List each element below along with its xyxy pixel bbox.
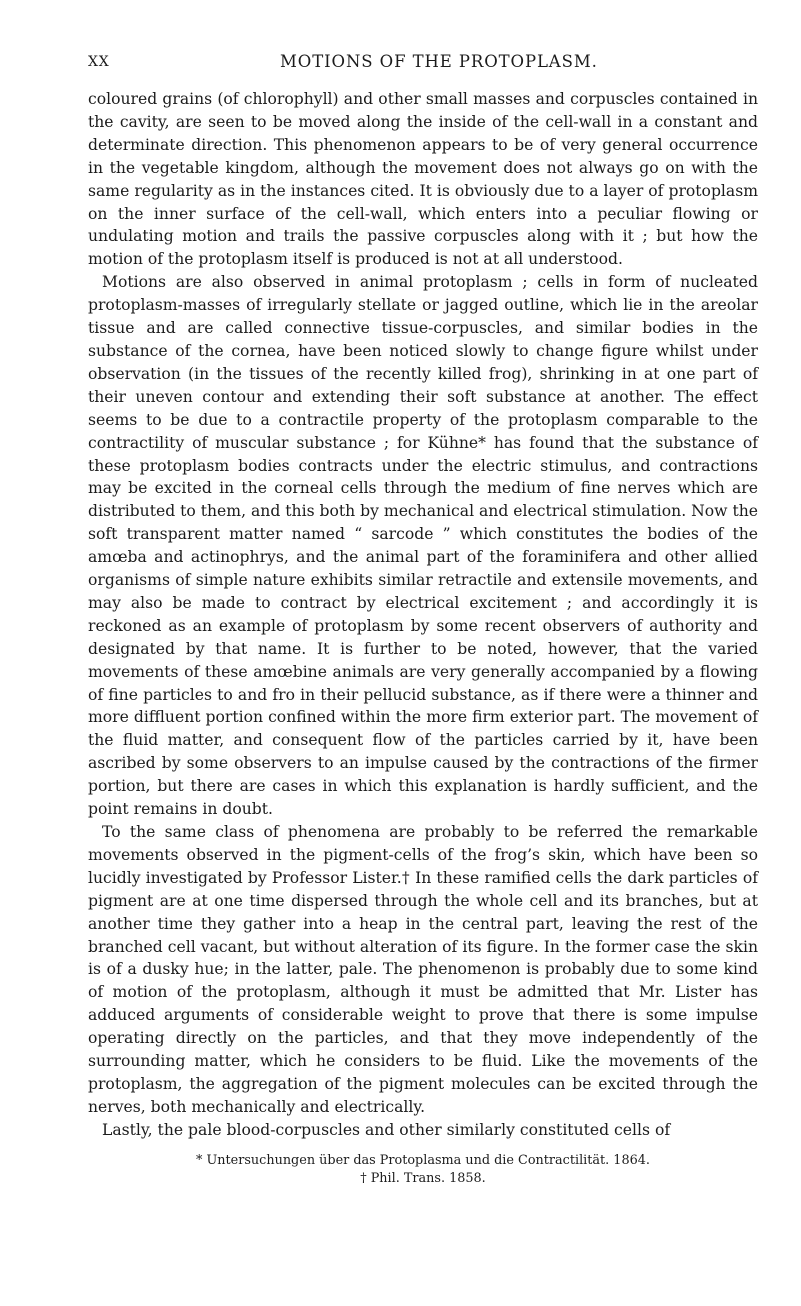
book-page — [88, 48, 758, 1188]
page-number: XX — [88, 54, 110, 70]
paragraph: To the same class of phenomena are probably to be referred the remarkable movements observed in the pigment-cells of the frog’s skin, which have been so lucidly investigated by Professor Lister.† In these ramified cells the dark particles of pigment are at one time dispersed through the whole cell and its branches, but at another time they gather into a heap in the central part, leaving the rest of the branched cell vacant, but without alteration of its figure. In the former case the skin is of a dusky hue; in the latter, pale. The phenomenon is probably due to some kind of motion of the protoplasm, although it must be admitted that Mr. Lister has adduced arguments of considerable weight to prove that there is some impulse operating directly on the particles, and that they move independently of the surrounding matter, which he considers to be fluid. Like the movements of the protoplasm, the aggregation of the pigment molecules can be excited through the nerves, both mechanically and electrically. — [88, 823, 758, 1116]
paragraph: Lastly, the pale blood-corpuscles and other similarly constituted cells of — [102, 1120, 671, 1139]
footnote: † Phil. Trans. 1858. — [360, 1170, 486, 1186]
running-header — [88, 48, 758, 78]
body-text — [88, 88, 758, 1142]
footnote: * Untersuchungen über das Protoplasma und die Contractilität. 1864. — [196, 1152, 650, 1168]
paragraph: coloured grains (of chlorophyll) and other small masses and corpuscles contained in the cavity, are seen to be moved along the inside of the cell-wall in a constant and determinate direction. This phenomenon appears to be of very general occurrence in the vegetable kingdom, although the movement does not always go on with the same regularity as in the instances cited. It is obviously due to a layer of protoplasm on the inner surface of the cell-wall, which enters into a peculiar flowing or undulating motion and trails the passive corpuscles along with it ; but how the motion of the protoplasm itself is produced is not at all understood. — [88, 90, 758, 269]
footnotes — [88, 1152, 758, 1188]
running-title: MOTIONS OF THE PROTOPLASM. — [280, 52, 598, 71]
paragraph: Motions are also observed in animal protoplasm ; cells in form of nucleated protoplasm-masses of irregularly stellate or jagged outline, which lie in the areolar tissue and are called connective tissue-corpuscles, and similar bodies in the substance of the cornea, have been noticed slowly to change figure whilst under observation (in the tissues of the recently killed frog), shrinking in at one part of their uneven contour and extending their soft substance at another. The effect seems to be due to a contractile property of the protoplasm comparable to the contractility of muscular substance ; for Kühne* has found that the substance of these protoplasm bodies contracts under the electric stimulus, and contractions may be excited in the corneal cells through the medium of fine nerves which are distributed to them, and this both by mechanical and electrical stimulation. Now the soft transparent matter named “ sarcode ” which constitutes the bodies of the amœba and actinophrys, and the animal part of the foraminifera and other allied organisms of simple nature exhibits similar retractile and extensile movements, and may also be made to contract by electrical excitement ; and accordingly it is reckoned as an example of protoplasm by some recent observers of authority and designated by that name. It is further to be noted, however, that the varied movements of these amœbine animals are very generally accompanied by a flowing of fine particles to and fro in their pellucid substance, as if there were a thinner and more diffluent portion confined within the more firm exterior part. The movement of the fluid matter, and consequent flow of the particles carried by it, have been ascribed by some observers to an impulse caused by the contractions of the firmer portion, but there are cases in which this explanation is hardly sufficient, and the point remains in doubt. — [88, 273, 758, 819]
